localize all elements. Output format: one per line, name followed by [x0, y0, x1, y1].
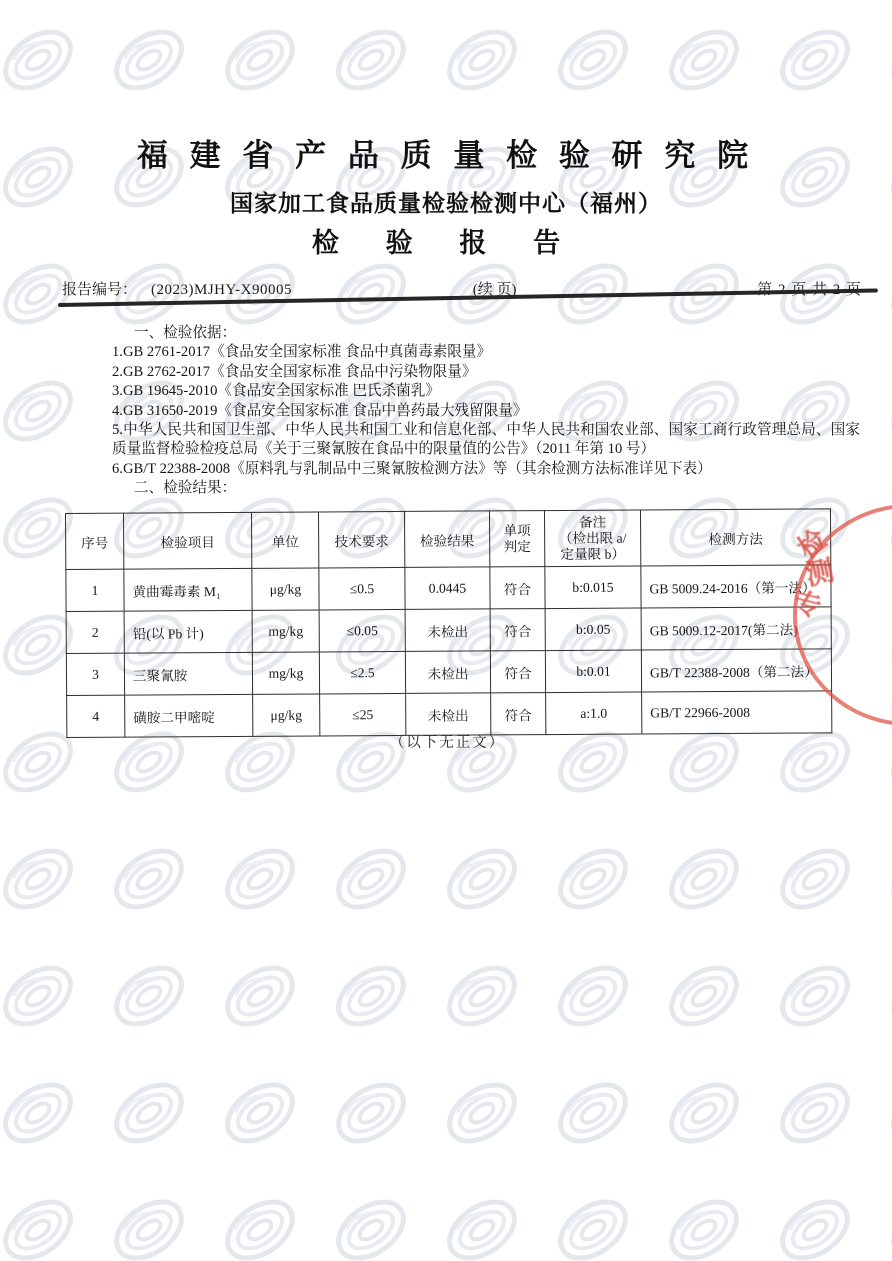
- cell-result: 未检出: [405, 651, 490, 694]
- col-header-remark: 备注 （检出限 a/ 定量限 b）: [544, 510, 640, 567]
- cell-seq: 1: [66, 569, 124, 611]
- col-header-method: 检测方法: [640, 509, 830, 566]
- cell-unit: mg/kg: [252, 652, 319, 694]
- cell-judgment: 符合: [490, 567, 545, 609]
- cell-remark: b:0.015: [545, 566, 641, 609]
- cell-seq: 2: [66, 611, 124, 653]
- cell-requirement: ≤25: [320, 693, 406, 736]
- cell-method: GB/T 22966-2008: [642, 691, 832, 734]
- table-row: [66, 565, 831, 612]
- cell-result: 0.0445: [405, 567, 490, 610]
- basis-item: 2.GB 2762-2017《食品安全国家标准 食品中污染物限量》: [112, 363, 477, 380]
- report-number-value: (2023)MJHY-X90005: [151, 282, 293, 298]
- cell-unit: μg/kg: [252, 568, 319, 610]
- continued-page-note: (续 页): [472, 282, 517, 298]
- cell-item: 三聚氰胺: [124, 652, 252, 695]
- report-number-label: 报告编号：: [62, 282, 138, 298]
- organization-title: 福 建 省 产 品 质 量 检 验 研 究 院: [136, 138, 756, 173]
- col-header-result: 检验结果: [404, 511, 489, 568]
- cell-item: 黄曲霉毒素 M₁: [124, 568, 252, 611]
- cell-item: 铅(以 Pb 计): [124, 610, 252, 653]
- basis-item: 4.GB 31650-2019《食品安全国家标准 食品中兽药最大残留限量》: [112, 402, 528, 419]
- cell-remark: a:1.0: [546, 692, 642, 735]
- cell-seq: 3: [66, 653, 124, 695]
- col-header-judgment: 单项 判定: [489, 511, 544, 567]
- col-header-item: 检验项目: [124, 512, 252, 569]
- cell-requirement: ≤0.05: [319, 609, 405, 652]
- basis-item: 6.GB/T 22388-2008《原料乳与乳制品中三聚氰胺检测方法》等（其余检测方法标准详见下表）: [112, 460, 712, 477]
- basis-item: 3.GB 19645-2010《食品安全国家标准 巴氏杀菌乳》: [112, 383, 440, 400]
- cell-judgment: 符合: [491, 693, 546, 735]
- cell-method: GB 5009.24-2016（第一法）: [641, 565, 831, 608]
- cell-unit: μg/kg: [253, 694, 320, 736]
- cell-remark: b:0.05: [545, 608, 641, 651]
- cell-judgment: 符合: [490, 651, 545, 693]
- basis-item: 5.中华人民共和国卫生部、中华人民共和国工业和信息化部、中华人民共和国农业部、国家工商行政管理总局、国家质量监督检验检疫总局《关于三聚氰胺在食品中的限量值的公告》（2011 年第 10 号）: [112, 422, 860, 458]
- col-header-unit: 单位: [251, 512, 318, 568]
- no-more-text-note: （以下无正文）: [389, 735, 506, 751]
- col-header-requirement: 技术要求: [318, 511, 404, 568]
- cell-remark: b:0.01: [545, 650, 641, 693]
- cell-result: 未检出: [406, 693, 491, 736]
- cell-requirement: ≤2.5: [319, 651, 405, 694]
- col-header-seq: 序号: [66, 513, 124, 569]
- report-title: 检 验 报 告: [311, 228, 581, 258]
- cell-requirement: ≤0.5: [319, 567, 405, 610]
- results-table-wrapper: [65, 508, 832, 738]
- cell-item: 磺胺二甲嘧啶: [125, 694, 253, 737]
- results-table: [65, 508, 832, 738]
- red-seal-character: 专: [790, 587, 825, 623]
- cell-result: 未检出: [405, 609, 490, 652]
- table-row: [66, 649, 831, 696]
- red-seal-character: 测: [802, 555, 837, 592]
- cell-method: GB 5009.12-2017(第二法): [641, 607, 831, 650]
- inspection-basis-section: [112, 324, 860, 499]
- table-header-row: [66, 509, 831, 570]
- basis-heading: 一、检验依据：: [134, 325, 237, 341]
- basis-item: 1.GB 2761-2017《食品安全国家标准 食品中真菌毒素限量》: [112, 344, 492, 361]
- cell-judgment: 符合: [490, 609, 545, 651]
- red-seal-character: 检: [792, 523, 833, 565]
- cell-unit: mg/kg: [252, 610, 319, 652]
- cell-method: GB/T 22388-2008（第二法）: [641, 649, 831, 692]
- results-heading: 二、检验结果：: [134, 480, 237, 497]
- testing-center-subtitle: 国家加工食品质量检验检测中心（福州）: [230, 191, 662, 216]
- cell-seq: 4: [67, 695, 125, 737]
- table-row: [66, 607, 831, 654]
